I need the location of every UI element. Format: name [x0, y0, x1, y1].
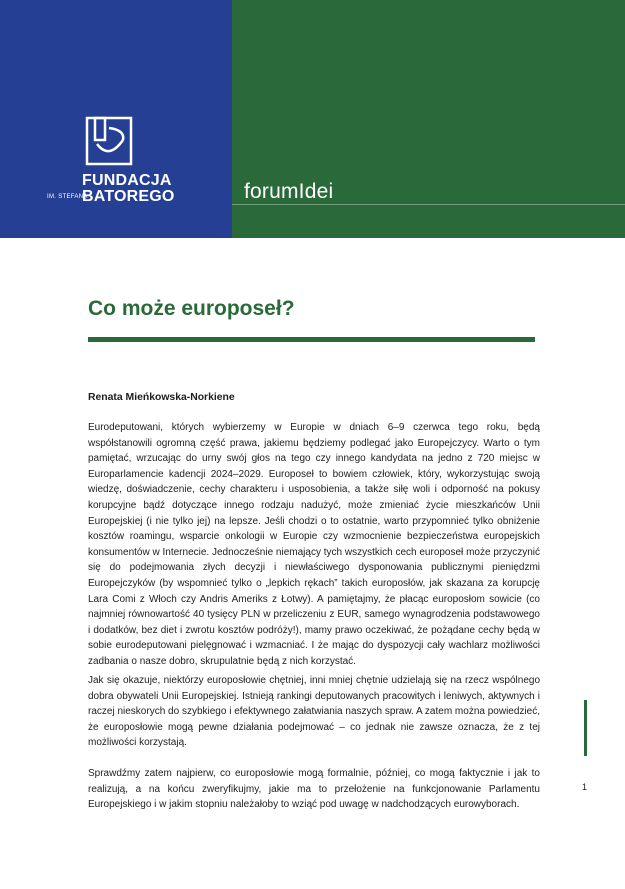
article-paragraph: Eurodeputowani, których wybierzemy w Europie w dniach 6–9 czerwca tego roku, będą współstanowili ogromną część prawa, jakiemu będziemy podlegać jako Europejczycy. Warto o tym pamiętać, wrzucając do urny swój głos na tego czy innego kandydata na jedno z 720 miejsc w Europarlamencie kadencji 2024–2029. Europoseł to bowiem człowiek, który, wykorzystując swoją wiedzę, doświadczenie, cechy charakteru i usposobienia, a także siłę woli i odporność na pokusy korupcyjne bądź dotyczące innego rodzaju nadużyć, może zmieniać życie mieszkańców Unii Europejskiej (i nie tylko jej) na lepsze. Jeśli chodzi o to ostatnie, warto przypomnieć tylko obniżenie kosztów roamingu, wsparcie onkologii w Europie czy wzmocnienie bezpieczeństwa europejskich konsumentów w Internecie. Jednocześnie niemający tych wszystkich cech europoseł może przyczynić się do podejmowania złych decyzji i niewłaściwego dysponowania publicznymi pieniędzmi Europejczyków (by wspomnieć tylko o „lepkich rękach” takich europosłów, jak skazana za korupcję Lara Comi z Włoch czy Andris Ameriks z Łotwy). A pamiętajmy, że płacąc europosłom sowicie (co najmniej równowartość 40 tysięcy PLN w przeliczeniu z EUR, samego wynagrodzenia podstawowego i dodatków, bez diet i zwrotu kosztów podróży!), mamy prawo oczekiwać, że pożądane cechy będą w sobie eurodeputowani pielęgnować i wzmacniać. I że mając do dyspozycji cały wachlarz możliwości zadbania o nasze dobro, skrupulatnie będą z nich korzystać. [88, 422, 540, 667]
page-number: 1 [582, 782, 588, 792]
margin-accent-bar [584, 700, 587, 756]
header-banner [0, 0, 625, 238]
series-panel-rule [232, 204, 625, 205]
article-title: Co może europoseł? [88, 297, 295, 320]
series-name: forumIdei [244, 180, 334, 203]
brand-line-1: FUNDACJA [82, 172, 172, 189]
title-underline [88, 337, 535, 342]
article-author: Renata Mieńkowska-Norkiene [88, 392, 235, 403]
article-paragraph: Jak się okazuje, niektórzy europosłowie chętniej, inni mniej chętnie udzielają się na rzecz wspólnego dobra obywateli Unii Europejskiej. Istnieją rankingi deputowanych pracowitych i leniwych, aktywnych i raczej nieskorych do szybkiego i efektywnego załatwiania naszych spraw. A zatem można powiedzieć, że europosłowie mogą pewne działania podejmować – co jednak nie zawsze oznacza, że z tej możliwości korzystają. [88, 675, 540, 749]
brand-line-2: BATOREGO [82, 188, 175, 205]
brand-prefix: IM. STEFANA [47, 194, 88, 200]
brand-wordmark [82, 173, 175, 205]
foundation-logo-icon [85, 116, 133, 166]
article-paragraph: Sprawdźmy zatem najpierw, co europosłowie mogą formalnie, później, co mogą faktycznie i jak to realizują, a na końcu zweryfikujmy, jakie ma to przełożenie na funkcjonowanie Parlamentu Europejskiego i w jakim stopniu należałoby to wziąć pod uwagę w nadchodzących eurowyborach. [88, 768, 540, 811]
